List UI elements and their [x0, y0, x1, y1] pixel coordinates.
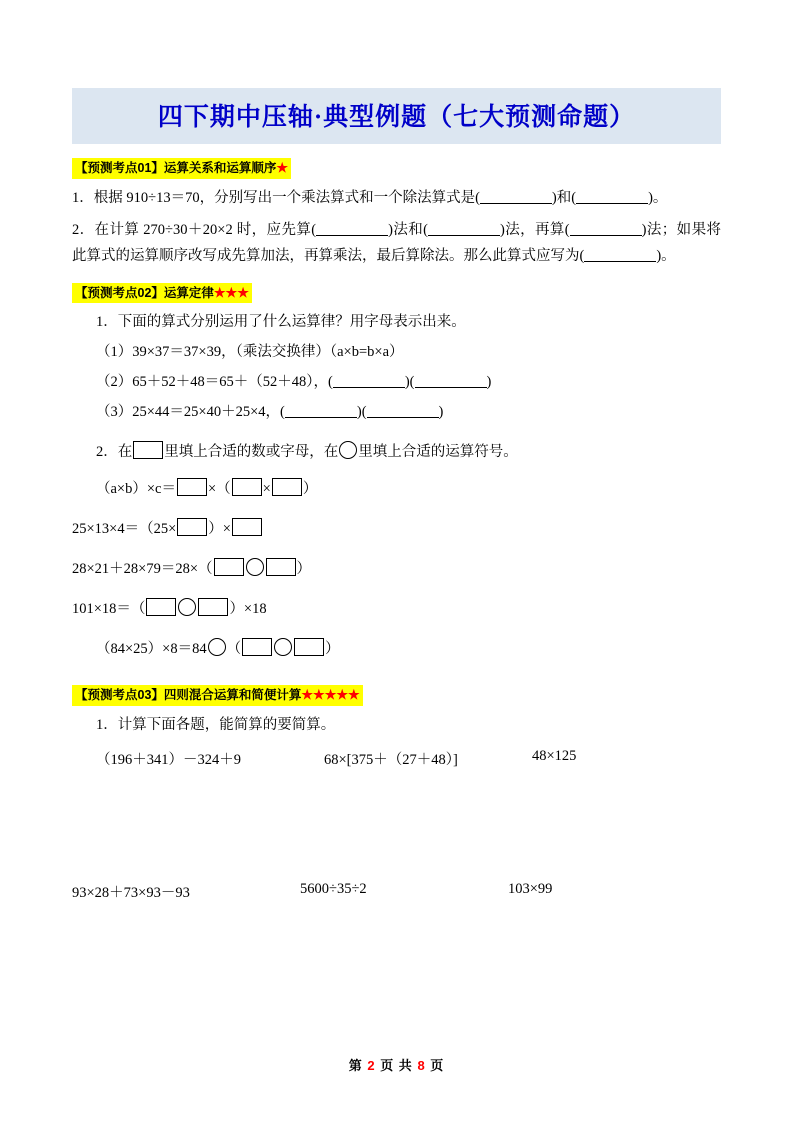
calc-expression: （196＋341）－324＋9	[96, 751, 241, 768]
fill-box[interactable]	[198, 598, 228, 616]
question-02-1c: （3）25×44＝25×40＋25×4，( )( )	[96, 404, 444, 421]
answer-blank[interactable]	[316, 221, 388, 236]
equation-02-1: （a×b）×c＝ ×（ × ）	[96, 473, 721, 505]
calc-row	[96, 748, 721, 769]
section-header-02-stars: ★★★	[213, 284, 249, 300]
page-title: 四下期中压轴·典型例题（七大预测命题）	[157, 104, 636, 131]
page-title-banner	[72, 88, 721, 144]
question-02-1a: （1）39×37＝37×39，（乘法交换律）（a×b=b×a）	[96, 344, 404, 361]
fill-box[interactable]	[133, 441, 163, 459]
fill-circle[interactable]	[208, 638, 226, 656]
calc-expression: 48×125	[532, 747, 577, 764]
calc-row	[72, 881, 721, 902]
answer-blank[interactable]	[333, 373, 405, 388]
fill-box[interactable]	[232, 478, 262, 496]
question-02-1: 1．下面的算式分别运用了什么运算律？用字母表示出来。	[96, 314, 466, 331]
fill-box[interactable]	[146, 598, 176, 616]
answer-blank[interactable]	[584, 247, 656, 262]
fill-box[interactable]	[266, 558, 296, 576]
fill-box[interactable]	[232, 518, 262, 536]
section-header-02-label: 【预测考点02】运算定律	[75, 285, 214, 300]
fill-box[interactable]	[272, 478, 302, 496]
question-01-1: 1．根据 910÷13＝70，分别写出一个乘法算式和一个除法算式是( )和( )。	[72, 189, 668, 206]
fill-box[interactable]	[177, 478, 207, 496]
section-header-01	[72, 158, 291, 179]
footer-middle: 页 共	[380, 1058, 413, 1073]
footer-prefix: 第	[348, 1058, 363, 1073]
question-01-2: 2．在计算 270÷30＋20×2 时，应先算( )法和( )法，再算( )法；如果将此算式的运算顺序改写成先算加法，再算乘法，最后算除法。那么此算式应写为( )。	[72, 221, 721, 264]
equation-02-4: 101×18＝（ ）×18	[72, 593, 721, 625]
section-header-03	[72, 685, 363, 706]
answer-blank[interactable]	[367, 403, 439, 418]
section-header-02	[72, 283, 252, 304]
section-01-header-wrap	[72, 158, 721, 179]
calc-expression: 5600÷35÷2	[300, 880, 367, 897]
question-02-2: 2．在 里填上合适的数或字母，在 里填上合适的运算符号。	[96, 439, 721, 465]
section-header-03-stars: ★★★★★	[301, 687, 360, 703]
fill-circle[interactable]	[274, 638, 292, 656]
page-footer	[0, 1055, 793, 1074]
fill-box[interactable]	[294, 638, 324, 656]
footer-suffix: 页	[430, 1058, 445, 1073]
fill-circle[interactable]	[246, 558, 264, 576]
fill-circle[interactable]	[339, 441, 357, 459]
answer-blank[interactable]	[428, 221, 500, 236]
section-header-01-stars: ★	[276, 160, 289, 175]
section-02-header-wrap	[72, 283, 721, 304]
section-03-header-wrap	[72, 685, 721, 706]
answer-blank[interactable]	[285, 403, 357, 418]
equation-02-2: 25×13×4＝（25× ）×	[72, 513, 721, 545]
section-header-03-label: 【预测考点03】四则混合运算和简便计算	[75, 688, 302, 703]
section-header-01-label: 【预测考点01】运算关系和运算顺序	[75, 161, 277, 175]
fill-box[interactable]	[242, 638, 272, 656]
question-02-1b: （2）65＋52＋48＝65＋（52＋48），( )( )	[96, 374, 492, 391]
equation-02-5: （84×25）×8＝84 （ ）	[96, 633, 721, 665]
footer-page-number: 2	[367, 1058, 376, 1073]
answer-blank[interactable]	[570, 221, 642, 236]
equation-02-3: 28×21＋28×79＝28×（ ）	[72, 553, 721, 585]
fill-box[interactable]	[177, 518, 207, 536]
footer-total-pages: 8	[417, 1058, 426, 1073]
answer-blank[interactable]	[480, 189, 552, 204]
fill-circle[interactable]	[178, 598, 196, 616]
calc-expression: 93×28＋73×93－93	[72, 884, 190, 901]
calc-expression: 68×[375＋（27＋48）]	[324, 751, 458, 768]
fill-box[interactable]	[214, 558, 244, 576]
question-03-1: 1．计算下面各题，能简算的要简算。	[96, 716, 336, 733]
answer-blank[interactable]	[415, 373, 487, 388]
calc-expression: 103×99	[508, 880, 553, 897]
answer-blank[interactable]	[576, 189, 648, 204]
